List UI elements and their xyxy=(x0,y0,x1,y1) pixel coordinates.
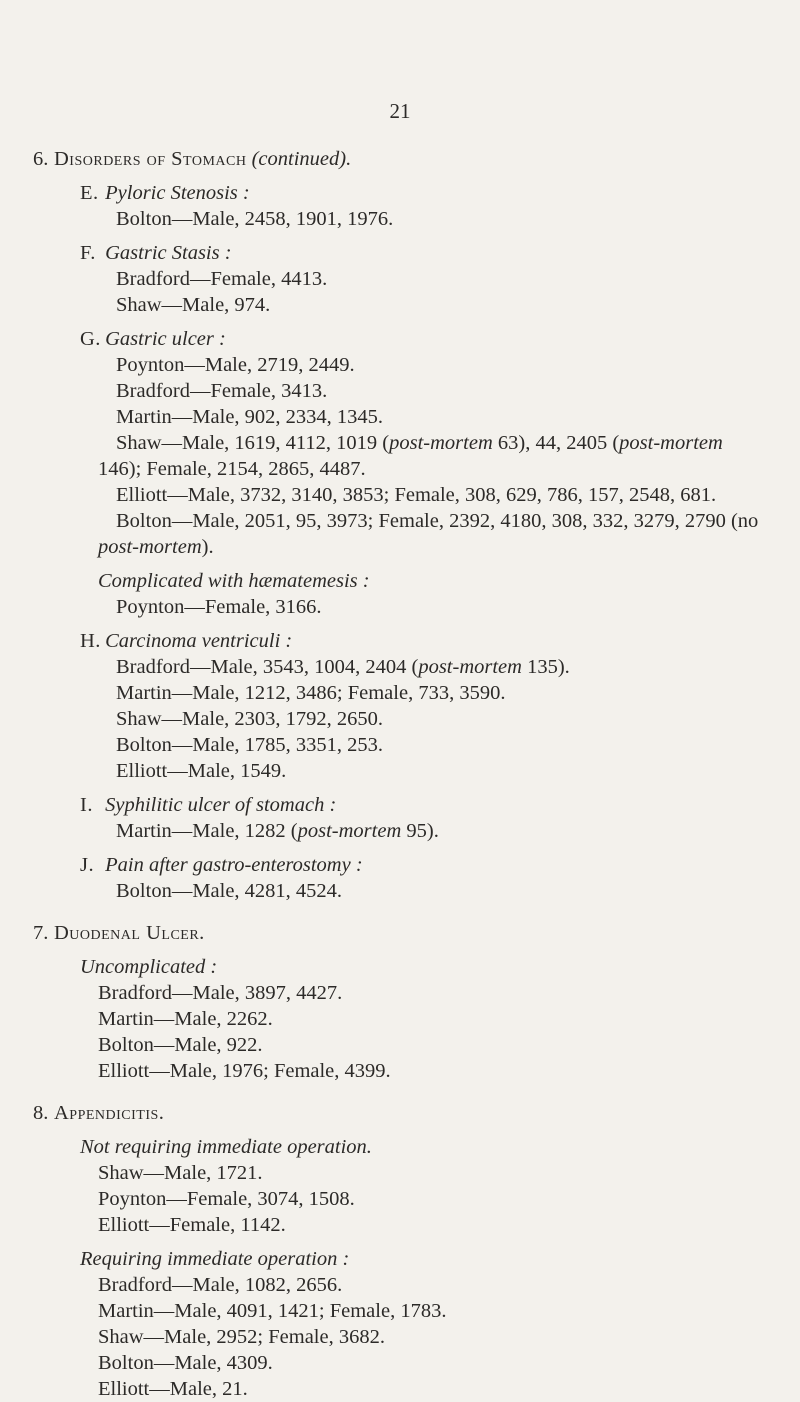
post-mortem-note: post-mortem xyxy=(297,820,402,842)
subheading: Complicated with hæmatemesis : xyxy=(98,570,370,592)
item-title: Pyloric Stenosis : xyxy=(105,182,250,204)
list-item: Elliott—Male, 1549. xyxy=(116,760,287,782)
section-number: 7. xyxy=(33,922,49,944)
list-item: Poynton—Female, 3166. xyxy=(116,596,322,618)
list-item: Bolton—Male, 2458, 1901, 1976. xyxy=(116,208,394,230)
section-6 xyxy=(0,146,800,904)
post-mortem-note: post-mortem xyxy=(389,432,493,454)
section-number: 6. xyxy=(33,148,49,170)
item-title: Pain after gastro-enterostomy : xyxy=(105,854,363,876)
section-heading xyxy=(0,920,800,946)
item-heading xyxy=(0,792,800,818)
list-item: Elliott—Male, 21. xyxy=(98,1378,248,1400)
list-item: Bolton—Male, 4309. xyxy=(98,1352,273,1374)
list-item: Shaw—Male, 1721. xyxy=(98,1162,263,1184)
item-heading xyxy=(0,628,800,654)
section-title: Duodenal Ulcer. xyxy=(54,922,205,944)
section-8 xyxy=(0,1100,800,1402)
list-item: Bolton—Male, 922. xyxy=(98,1034,263,1056)
subheading: Requiring immediate operation : xyxy=(80,1248,350,1270)
list-item: Poynton—Female, 3074, 1508. xyxy=(98,1188,355,1210)
subheading: Not requiring immediate operation. xyxy=(80,1136,372,1158)
item-label: G. xyxy=(80,328,101,350)
item-label: F. xyxy=(80,242,96,264)
section-heading xyxy=(0,1100,800,1126)
list-item: Shaw—Male, 2952; Female, 3682. xyxy=(98,1326,385,1348)
list-item: Martin—Male, 4091, 1421; Female, 1783. xyxy=(98,1300,447,1322)
item-label: E. xyxy=(80,182,99,204)
list-item: Bolton—Male, 4281, 4524. xyxy=(116,880,343,902)
section-number: 8. xyxy=(33,1102,49,1124)
section-title-suffix: (continued). xyxy=(251,148,352,170)
list-item: Martin—Male, 2262. xyxy=(98,1008,273,1030)
list-item: Shaw—Male, 2303, 1792, 2650. xyxy=(116,708,384,730)
list-item: Shaw—Male, 974. xyxy=(116,294,271,316)
list-item: Elliott—Female, 1142. xyxy=(98,1214,286,1236)
subheading: Uncomplicated : xyxy=(80,956,218,978)
item-label: I. xyxy=(80,794,93,816)
section-title: Disorders of Stomach xyxy=(54,148,247,170)
item-heading xyxy=(0,326,800,352)
list-item: Bradford—Male, 3543, 1004, 2404 (post-mortem 135). xyxy=(116,656,570,678)
post-mortem-note: post-mortem xyxy=(418,656,522,678)
list-item: Bolton—Male, 1785, 3351, 253. xyxy=(116,734,384,756)
item-heading xyxy=(0,852,800,878)
list-item: Bradford—Male, 1082, 2656. xyxy=(98,1274,343,1296)
item-title: Syphilitic ulcer of stomach : xyxy=(105,794,337,816)
list-item: Shaw—Male, 1619, 4112, 1019 (post-mortem 63), 44, 2405 (post-mortem 146); Female, 2154, 2865, 4487. xyxy=(98,432,723,480)
list-item: Bradford—Female, 4413. xyxy=(116,268,328,290)
page-number: 21 xyxy=(389,99,411,123)
list-item: Elliott—Male, 3732, 3140, 3853; Female, 308, 629, 786, 157, 2548, 681. xyxy=(116,484,717,506)
list-item: Bradford—Male, 3897, 4427. xyxy=(98,982,343,1004)
item-title: Gastric Stasis : xyxy=(105,242,232,264)
item-label: J. xyxy=(80,854,95,876)
list-item: Martin—Male, 1282 (post-mortem 95). xyxy=(116,820,439,842)
item-heading xyxy=(0,240,800,266)
item-heading xyxy=(0,180,800,206)
section-title: Appendicitis. xyxy=(54,1102,165,1124)
post-mortem-note: post-mortem xyxy=(619,432,723,454)
list-item: Martin—Male, 902, 2334, 1345. xyxy=(116,406,384,428)
document-body xyxy=(0,146,800,1402)
list-item: Poynton—Male, 2719, 2449. xyxy=(116,354,355,376)
post-mortem-note: post-mortem xyxy=(98,536,202,558)
item-title: Carcinoma ventriculi : xyxy=(105,630,293,652)
list-item: Bolton—Male, 2051, 95, 3973; Female, 2392, 4180, 308, 332, 3279, 2790 (no post-mortem). xyxy=(98,510,759,558)
list-item: Elliott—Male, 1976; Female, 4399. xyxy=(98,1060,391,1082)
section-heading xyxy=(0,146,800,172)
section-7 xyxy=(0,920,800,1084)
list-item: Martin—Male, 1212, 3486; Female, 733, 3590. xyxy=(116,682,506,704)
item-label: H. xyxy=(80,630,101,652)
list-item: Bradford—Female, 3413. xyxy=(116,380,328,402)
item-title: Gastric ulcer : xyxy=(105,328,226,350)
